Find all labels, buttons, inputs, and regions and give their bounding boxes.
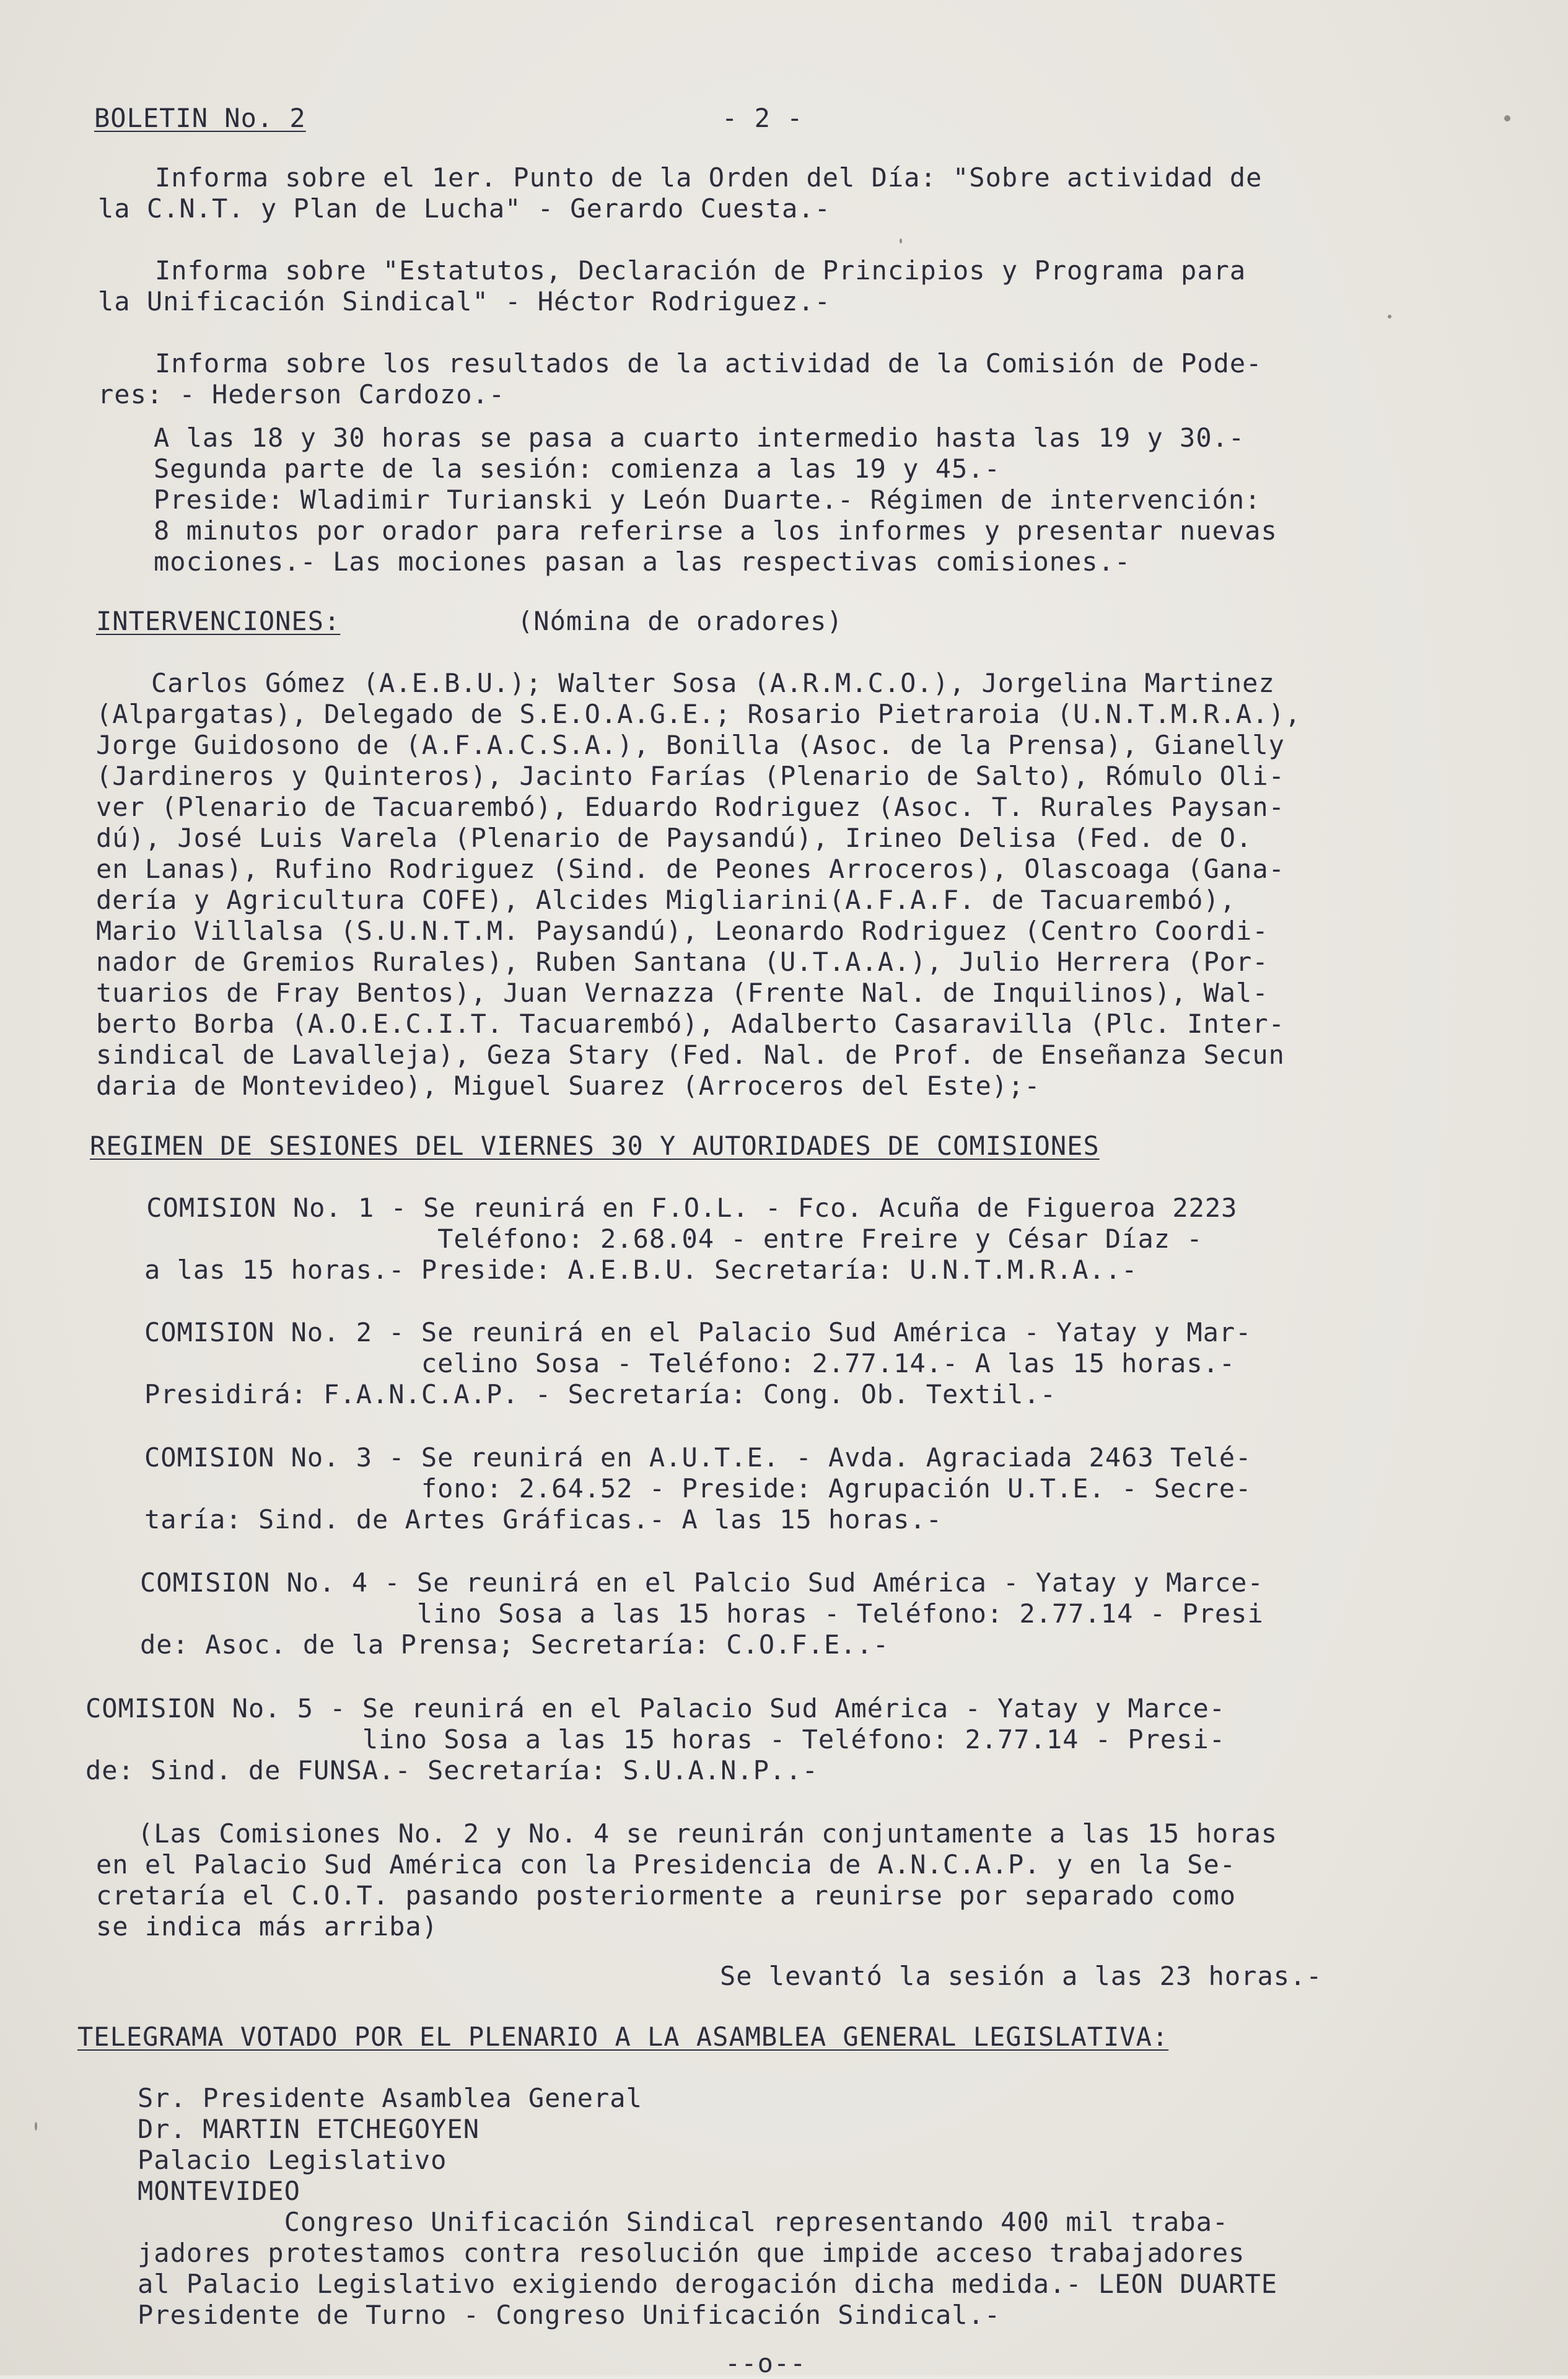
- informe-2-line-1: Informa sobre "Estatutos, Declaración de Principios y Programa para: [155, 255, 1246, 286]
- regimen-note-line-1: (Las Comisiones No. 2 y No. 4 se reunirán conjuntamente a las 15 horas: [138, 1818, 1278, 1849]
- paper-speck: [1504, 115, 1510, 121]
- telegrama-body-line-4: Presidente de Turno - Congreso Unificación Sindical.-: [138, 2300, 1001, 2330]
- comision-2-line-2: celino Sosa - Teléfono: 2.77.14.- A las 15 horas.-: [144, 1348, 1236, 1378]
- session-closing: Se levantó la sesión a las 23 horas.-: [720, 1961, 1323, 1991]
- comision-3-line-2: fono: 2.64.52 - Preside: Agrupación U.T.E. - Secre-: [144, 1473, 1252, 1504]
- page-number: - 2 -: [722, 103, 804, 133]
- address-line-4: MONTEVIDEO: [138, 2176, 300, 2206]
- comision-1-line-1: COMISION No. 1 - Se reunirá en F.O.L. - Fco. Acuña de Figueroa 2223: [130, 1193, 1238, 1223]
- speakers-line-9: Mario Villalsa (S.U.N.T.M. Paysandú), Leonardo Rodriguez (Centro Coordi-: [96, 916, 1269, 946]
- address-line-3: Palacio Legislativo: [138, 2145, 447, 2175]
- telegrama-heading: TELEGRAMA VOTADO POR EL PLENARIO A LA ASAMBLEA GENERAL LEGISLATIVA:: [77, 2022, 1169, 2052]
- speakers-line-6: dú), José Luis Varela (Plenario de Paysandú), Irineo Delisa (Fed. de O.: [96, 823, 1253, 853]
- session-line-2: Segunda parte de la sesión: comienza a las 19 y 45.-: [154, 453, 1001, 484]
- speakers-line-10: nador de Gremios Rurales), Ruben Santana (U.T.A.A.), Julio Herrera (Por-: [96, 947, 1269, 977]
- speakers-line-1: Carlos Gómez (A.E.B.U.); Walter Sosa (A.R.M.C.O.), Jorgelina Martinez: [151, 668, 1275, 698]
- speakers-line-3: Jorge Guidosono de (A.F.A.C.S.A.), Bonilla (Asoc. de la Prensa), Gianelly: [96, 730, 1285, 760]
- comision-1-line-2: Teléfono: 2.68.04 - entre Freire y César Díaz -: [144, 1224, 1203, 1254]
- session-line-3: Preside: Wladimir Turianski y León Duarte.- Régimen de intervención:: [154, 484, 1261, 515]
- intervenciones-subheading: (Nómina de oradores): [517, 606, 843, 636]
- informe-1-line-2: la C.N.T. y Plan de Lucha" - Gerardo Cuesta.-: [98, 193, 831, 224]
- telegrama-body-line-2: jadores protestamos contra resolución que impide acceso trabajadores: [138, 2238, 1245, 2268]
- comision-3-line-1: COMISION No. 3 - Se reunirá en A.U.T.E. - Avda. Agraciada 2463 Telé-: [144, 1442, 1252, 1473]
- comision-4-line-2: lino Sosa a las 15 horas - Teléfono: 2.77.14 - Presi: [140, 1598, 1264, 1629]
- speakers-line-11: tuarios de Fray Bentos), Juan Vernazza (Frente Nal. de Inquilinos), Wal-: [96, 978, 1269, 1008]
- bulletin-number: BOLETIN No. 2: [94, 103, 306, 133]
- informe-2-line-2: la Unificación Sindical" - Héctor Rodriguez.-: [98, 286, 831, 317]
- comision-5-line-1: COMISION No. 5 - Se reunirá en el Palacio Sud América - Yatay y Marce-: [85, 1693, 1226, 1724]
- informe-3-line-1: Informa sobre los resultados de la actividad de la Comisión de Pode-: [155, 348, 1263, 379]
- telegrama-body-line-3: al Palacio Legislativo exigiendo derogación dicha medida.- LEON DUARTE: [138, 2269, 1278, 2299]
- comision-4-line-1: COMISION No. 4 - Se reunirá en el Palcio Sud América - Yatay y Marce-: [140, 1567, 1264, 1598]
- regimen-heading: REGIMEN DE SESIONES DEL VIERNES 30 Y AUTORIDADES DE COMISIONES: [90, 1131, 1100, 1161]
- speakers-line-7: en Lanas), Rufino Rodriguez (Sind. de Peones Arroceros), Olascoaga (Gana-: [96, 854, 1285, 884]
- page-footer-mark: --o--: [725, 2348, 807, 2378]
- session-line-4: 8 minutos por orador para referirse a los informes y presentar nuevas: [154, 515, 1277, 546]
- informe-1-line-1: Informa sobre el 1er. Punto de la Orden del Día: "Sobre actividad de: [155, 162, 1263, 193]
- paper-speck: [900, 239, 902, 243]
- regimen-note-line-3: cretaría el C.O.T. pasando posteriormente a reunirse por separado como: [96, 1880, 1237, 1911]
- paper-speck: [35, 2122, 37, 2131]
- telegrama-body-line-1: Congreso Unificación Sindical representando 400 mil traba-: [138, 2207, 1229, 2237]
- speakers-line-5: ver (Plenario de Tacuarembó), Eduardo Rodriguez (Asoc. T. Rurales Paysan-: [96, 792, 1285, 822]
- regimen-note-line-4: se indica más arriba): [96, 1911, 439, 1942]
- session-line-5: mociones.- Las mociones pasan a las respectivas comisiones.-: [154, 546, 1131, 577]
- speakers-line-2: (Alpargatas), Delegado de S.E.O.A.G.E.; Rosario Pietraroia (U.N.T.M.R.A.),: [96, 699, 1302, 729]
- informe-3-line-2: res: - Hederson Cardozo.-: [98, 379, 506, 410]
- address-line-2: Dr. MARTIN ETCHEGOYEN: [138, 2114, 480, 2144]
- comision-3-line-3: taría: Sind. de Artes Gráficas.- A las 15 horas.-: [144, 1504, 943, 1535]
- session-line-1: A las 18 y 30 horas se pasa a cuarto intermedio hasta las 19 y 30.-: [154, 423, 1245, 453]
- speakers-line-13: sindical de Lavalleja), Geza Stary (Fed. Nal. de Prof. de Enseñanza Secun: [96, 1040, 1285, 1070]
- comision-2-line-1: COMISION No. 2 - Se reunirá en el Palacio Sud América - Yatay y Mar-: [144, 1317, 1252, 1347]
- speakers-line-12: berto Borba (A.O.E.C.I.T. Tacuarembó), Adalberto Casaravilla (Plc. Inter-: [96, 1009, 1285, 1039]
- regimen-note-line-2: en el Palacio Sud América con la Presidencia de A.N.C.A.P. y en la Se-: [96, 1849, 1237, 1880]
- speakers-line-14: daria de Montevideo), Miguel Suarez (Arroceros del Este);-: [96, 1071, 1041, 1101]
- paper-speck: [1388, 315, 1391, 318]
- address-line-1: Sr. Presidente Asamblea General: [138, 2083, 642, 2113]
- speakers-line-4: (Jardineros y Quinteros), Jacinto Farías (Plenario de Salto), Rómulo Oli-: [96, 761, 1285, 791]
- comision-2-line-3: Presidirá: F.A.N.C.A.P. - Secretaría: Cong. Ob. Textil.-: [144, 1379, 1057, 1409]
- speakers-line-8: dería y Agricultura COFE), Alcides Migliarini(A.F.A.F. de Tacuarembó),: [96, 885, 1237, 915]
- comision-4-line-3: de: Asoc. de la Prensa; Secretaría: C.O.F.E..-: [140, 1629, 890, 1660]
- intervenciones-heading: INTERVENCIONES:: [96, 606, 341, 636]
- comision-5-line-2: lino Sosa a las 15 horas - Teléfono: 2.77.14 - Presi-: [85, 1724, 1226, 1755]
- comision-5-line-3: de: Sind. de FUNSA.- Secretaría: S.U.A.N.P..-: [85, 1755, 818, 1785]
- comision-1-line-3: a las 15 horas.- Preside: A.E.B.U. Secretaría: U.N.T.M.R.A..-: [144, 1255, 1138, 1285]
